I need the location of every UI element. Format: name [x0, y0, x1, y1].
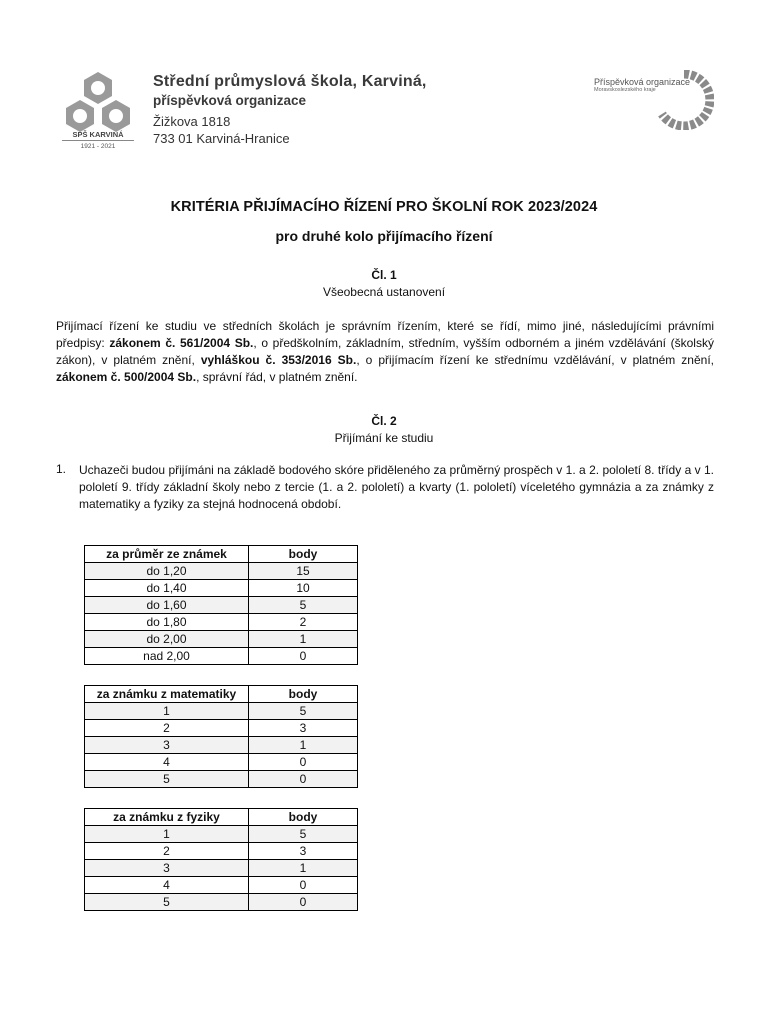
table-row [85, 720, 358, 737]
table-header: body [249, 546, 358, 563]
table-cell: 0 [249, 894, 358, 911]
table-row [85, 614, 358, 631]
table-cell: 3 [85, 737, 249, 754]
table-header: body [249, 686, 358, 703]
article1-paragraph [56, 318, 714, 386]
table-cell: 1 [249, 631, 358, 648]
table-cell: 3 [249, 720, 358, 737]
table-cell: 5 [85, 894, 249, 911]
school-address-line1: Žižkova 1818 [153, 114, 231, 129]
table-row [85, 894, 358, 911]
table-header: za známku z matematiky [85, 686, 249, 703]
table-row [85, 631, 358, 648]
law-reference: zákonem č. 500/2004 Sb. [56, 370, 197, 384]
school-org: příspěvková organizace [153, 93, 307, 108]
table-cell: 0 [249, 771, 358, 788]
school-logo [60, 70, 136, 156]
table-row [85, 563, 358, 580]
article1-heading: Všeobecná ustanovení [322, 285, 446, 299]
school-name: Střední průmyslová škola, Karviná, [153, 73, 427, 90]
table-cell: 0 [249, 754, 358, 771]
region-ring-icon [654, 70, 714, 130]
table-row [85, 771, 358, 788]
table-cell: 1 [249, 860, 358, 877]
table-cell: do 1,20 [85, 563, 249, 580]
table-cell: 2 [85, 720, 249, 737]
table-cell: 5 [249, 826, 358, 843]
region-logo [594, 70, 714, 130]
logo-text: SPŠ KARVINÁ [72, 130, 124, 139]
document-subtitle: pro druhé kolo přijímacího řízení [275, 228, 493, 244]
table-cell: 10 [249, 580, 358, 597]
table-row [85, 580, 358, 597]
law-reference: zákonem č. 561/2004 Sb. [109, 336, 254, 350]
table-cell: 1 [85, 703, 249, 720]
table-row [85, 648, 358, 665]
table-physics-grade [84, 808, 358, 911]
paragraph-text: , správní řád, v platném znění. [196, 370, 358, 384]
article2-number: Čl. 2 [371, 414, 397, 428]
table-row [85, 826, 358, 843]
paragraph-text: , o přijímacím řízení ke střednímu vzdělávání, v platném znění, [356, 353, 714, 367]
table-cell: 2 [85, 843, 249, 860]
table-cell: 2 [249, 614, 358, 631]
table-header: za průměr ze známek [85, 546, 249, 563]
table-cell: 0 [249, 648, 358, 665]
table-cell: 1 [249, 737, 358, 754]
table-cell: do 1,80 [85, 614, 249, 631]
table-row [85, 754, 358, 771]
table-header: body [249, 809, 358, 826]
table-row [85, 737, 358, 754]
law-reference: vyhláškou č. 353/2016 Sb. [200, 353, 357, 367]
document-title: KRITÉRIA PŘIJÍMACÍHO ŘÍZENÍ PRO ŠKOLNÍ ROK 2023/2024 [170, 199, 598, 215]
logo-years: 1921 - 2021 [80, 143, 116, 150]
table-cell: 3 [85, 860, 249, 877]
table-cell: nad 2,00 [85, 648, 249, 665]
table-row [85, 843, 358, 860]
table-row [85, 877, 358, 894]
school-address-line2: 733 01 Karviná-Hranice [153, 131, 290, 146]
table-cell: 4 [85, 754, 249, 771]
paragraph-text: , o předškolním, základním, středním, vyšším odborném a jiném vzdělávání (školský zákon), v platném znění, [56, 336, 714, 367]
list-item-number: 1. [56, 462, 67, 476]
region-sublabel: Moravskoslezského kraje [594, 87, 656, 93]
table-cell: 0 [249, 877, 358, 894]
table-row [85, 703, 358, 720]
table-cell: do 1,60 [85, 597, 249, 614]
paragraph-text: Přijímací řízení ke studiu ve středních školách je správním řízením, které se řídí, mimo jiné, následujícími právními předpisy: [56, 319, 714, 350]
table-cell: 5 [249, 597, 358, 614]
table-average-grade [84, 545, 358, 665]
table-cell: do 1,40 [85, 580, 249, 597]
table-row [85, 597, 358, 614]
table-header: za známku z fyziky [85, 809, 249, 826]
table-cell: 1 [85, 826, 249, 843]
table-cell: do 2,00 [85, 631, 249, 648]
table-math-grade [84, 685, 358, 788]
region-label: Příspěvková organizace [594, 77, 691, 87]
table-cell: 3 [249, 843, 358, 860]
list-item-text: Uchazeči budou přijímáni na základě bodového skóre přiděleného za průměrný prospěch v 1. a 2. pololetí 8. třídy a v 1. pololetí 9. třídy základní školy nebo z tercie (1. a 2. pololetí) a kvarty (1. pololetí) víceletého gymnázia a za známky z matematiky a fyziky za stejná hodnocená období. [79, 463, 714, 511]
school-header [153, 73, 427, 147]
table-cell: 5 [249, 703, 358, 720]
article2-heading: Přijímání ke studiu [334, 431, 434, 445]
table-cell: 5 [85, 771, 249, 788]
table-cell: 15 [249, 563, 358, 580]
table-cell: 4 [85, 877, 249, 894]
article1-number: Čl. 1 [371, 268, 397, 282]
table-row [85, 860, 358, 877]
